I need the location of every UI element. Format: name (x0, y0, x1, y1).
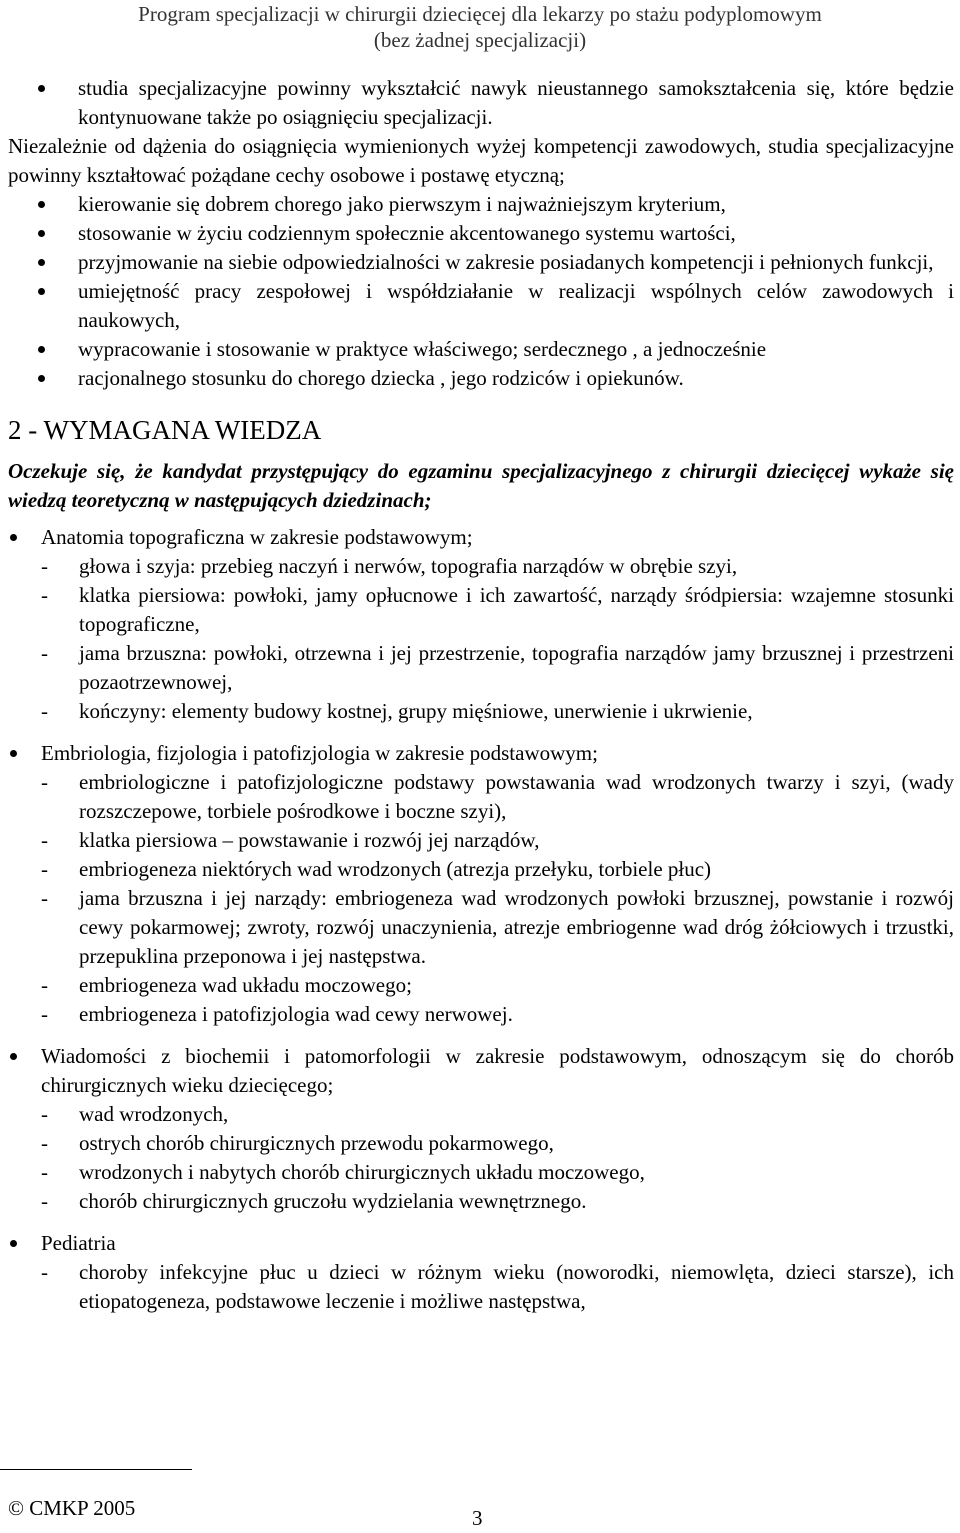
page-footer (0, 1469, 960, 1530)
personal-traits-list (8, 190, 954, 393)
list-item: - choroby infekcyjne płuc u dzieci w różnym wieku (noworodki, niemowlęta, dzieci starsze), ich etiopatogeneza, podstawowe leczenie i możliwe następstwa, (41, 1258, 954, 1316)
topic-pediatrics (8, 1229, 954, 1316)
list-item: przyjmowanie na siebie odpowiedzialności w zakresie posiadanych kompetencji i pełnionych funkcji, (8, 248, 954, 277)
page-content (8, 74, 954, 1316)
list-item: - klatka piersiowa – powstawanie i rozwój jej narządów, (41, 826, 954, 855)
section-intro: Oczekuje się, że kandydat przystępujący do egzaminu specjalizacyjnego z chirurgii dziecięcej wykaże się wiedzą teoretyczną w następujących dziedzinach; (8, 459, 954, 512)
list-item: - ostrych chorób chirurgicznych przewodu pokarmowego, (41, 1129, 954, 1158)
list-item: stosowanie w życiu codziennym społecznie akcentowanego systemu wartości, (8, 219, 954, 248)
footer-divider (0, 1469, 192, 1470)
list-item: - jama brzuszna: powłoki, otrzewna i jej przestrzenie, topografia narządów jamy brzusznej i przestrzeni pozaotrzewnowej, (41, 639, 954, 697)
list-item: - embriogeneza niektórych wad wrodzonych (atrezja przełyku, torbiele płuc) (41, 855, 954, 884)
topic-embryology (8, 739, 954, 1029)
list-item: umiejętność pracy zespołowej i współdziałanie w realizacji wspólnych celów zawodowych i naukowych, (8, 277, 954, 335)
list-item: - klatka piersiowa: powłoki, jamy opłucnowe i ich zawartość, narządy śródpiersia: wzajemne stosunki topograficzne, (41, 581, 954, 639)
topic-anatomy (8, 523, 954, 726)
page-number: 3 (472, 1506, 483, 1530)
list-item: - embriogeneza wad układu moczowego; (41, 971, 954, 1000)
list-item: - kończyny: elementy budowy kostnej, grupy mięśniowe, unerwienie i ukrwienie, (41, 697, 954, 726)
topic-title: Embriologia, fizjologia i patofizjologia w zakresie podstawowym; (41, 741, 598, 765)
knowledge-topics (8, 523, 954, 1316)
topic-title: Wiadomości z biochemii i patomorfologii w zakresie podstawowym, odnoszącym się do chorób chirurgicznych wieku dziecięcego; (41, 1044, 954, 1097)
list-item: racjonalnego stosunku do chorego dziecka , jego rodziców i opiekunów. (8, 364, 954, 393)
competence-paragraph: Niezależnie od dążenia do osiągnięcia wymienionych wyżej kompetencji zawodowych, studia specjalizacyjne powinny kształtować pożądane cechy osobowe i postawę etyczną; (8, 134, 954, 187)
topic-title: Pediatria (41, 1231, 116, 1255)
topic-title: Anatomia topograficzna w zakresie podstawowym; (41, 525, 473, 549)
list-item: - chorób chirurgicznych gruczołu wydzielania wewnętrznego. (41, 1187, 954, 1216)
section-heading: 2 - WYMAGANA WIEDZA (8, 415, 322, 445)
topic-items (41, 1258, 954, 1316)
list-item: - embriogeneza i patofizjologia wad cewy nerwowej. (41, 1000, 954, 1029)
list-item: - embriologiczne i patofizjologiczne podstawy powstawania wad wrodzonych twarzy i szyi, (wady rozszczepowe, torbiele pośrodkowe i boczne szyi), (41, 768, 954, 826)
list-item: studia specjalizacyjne powinny wykształcić nawyk nieustannego samokształcenia się, które będzie kontynuowane także po osiągnięciu specjalizacji. (8, 74, 954, 132)
competence-top-list (8, 74, 954, 132)
list-item: kierowanie się dobrem chorego jako pierwszym i najważniejszym kryterium, (8, 190, 954, 219)
header-subtitle: (bez żadnej specjalizacji) (373, 28, 587, 52)
topic-biochemistry (8, 1042, 954, 1216)
list-item: - jama brzuszna i jej narządy: embriogeneza wad wrodzonych powłoki brzusznej, powstanie i rozwój cewy pokarmowej; zwroty, rozwój unaczynienia, atrezje embriogenne wad dróg żółciowych i trzustki, przepuklina przeponowa i jej następstwa. (41, 884, 954, 971)
list-item: wypracowanie i stosowanie w praktyce właściwego; serdecznego , a jednocześnie (8, 335, 954, 364)
list-item: - głowa i szyja: przebieg naczyń i nerwów, topografia narządów w obrębie szyi, (41, 552, 954, 581)
header-title: Program specjalizacji w chirurgii dziecięcej dla lekarzy po stażu podyplomowym (138, 2, 822, 26)
copyright-text: © CMKP 2005 (8, 1496, 136, 1520)
topic-items (41, 552, 954, 726)
page-header (0, 0, 960, 53)
topic-items (41, 1100, 954, 1216)
list-item: - wrodzonych i nabytych chorób chirurgicznych układu moczowego, (41, 1158, 954, 1187)
list-item: - wad wrodzonych, (41, 1100, 954, 1129)
topic-items (41, 768, 954, 1029)
